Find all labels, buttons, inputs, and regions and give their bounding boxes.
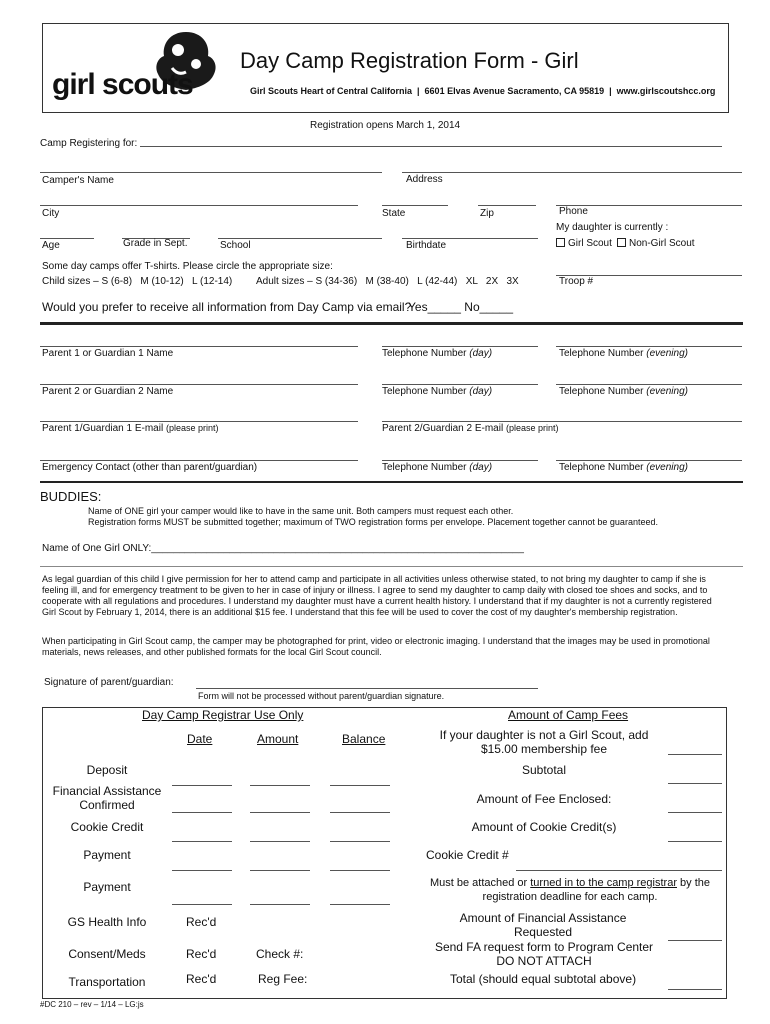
logo-text: girl scouts: [52, 68, 193, 101]
parent1-tel-eve-field[interactable]: [556, 346, 742, 347]
birthdate-field[interactable]: [402, 238, 538, 239]
must-attach-note: Must be attached or turned in to the camp registrar by the registration deadline for each camp.: [429, 877, 711, 903]
grade-label: Grade in Sept.: [123, 238, 188, 249]
cookie-date-field[interactable]: [172, 841, 232, 842]
payment2-date-field[interactable]: [172, 904, 232, 905]
address-label: Address: [406, 174, 443, 185]
parent1-label: Parent 1 or Guardian 1 Name: [42, 348, 174, 359]
parent2-email-field[interactable]: [382, 421, 742, 422]
city-label: City: [42, 208, 60, 219]
payment2-label: Payment: [83, 880, 131, 894]
email-yes-no[interactable]: Yes_____ No_____: [408, 300, 513, 314]
checkbox-icon: [556, 238, 565, 247]
birthdate-label: Birthdate: [406, 240, 447, 251]
gs-health-recd[interactable]: Rec'd: [186, 915, 217, 929]
consent-recd[interactable]: Rec'd: [186, 947, 217, 961]
zip-field[interactable]: [478, 205, 536, 206]
parent1-email-label: Parent 1/Guardian 1 E-mail (please print): [42, 423, 219, 434]
girl-scout-checkbox[interactable]: [556, 238, 612, 249]
buddies-line1: Name of ONE girl your camper would like to have in the same unit. Both campers must request each other.: [88, 506, 514, 516]
consent-label: Consent/Meds: [68, 947, 146, 961]
total-field[interactable]: [668, 989, 722, 990]
fa-amount-label: Amount of Financial Assistance Requested: [459, 911, 627, 939]
do-not-attach: DO NOT ATTACH: [496, 954, 592, 968]
city-field[interactable]: [40, 205, 358, 206]
not-gs-note: If your daughter is not a Girl Scout, add $15.00 membership fee: [439, 728, 649, 756]
divider: [40, 481, 743, 483]
campers-name-label: Camper's Name: [42, 175, 114, 186]
emergency-field[interactable]: [40, 460, 358, 461]
page-title: Day Camp Registration Form - Girl: [240, 48, 579, 73]
parent1-tel-eve-label: Telephone Number (evening): [559, 348, 688, 359]
legal-paragraph-1: As legal guardian of this child I give permission for her to attend camp and participate in all activities unless otherwise stated, to not bring my daughter to camp if she is feeling ill, and for emergency treatment to be given to her in case of injury or illness. I agree to send my daughter to camp daily with closed toe shoes and socks, and to cooperate with all regulations and procedures. I understand my daughter must have a current health history. I understand that if my daughter is not a currently registered Girl Scout by February 1, 2014, there is an additional $15 fee. I understand that this fee will be used to cover the cost of my daughter's membership registration.: [42, 574, 712, 617]
phone-label: Phone: [559, 206, 588, 217]
school-field[interactable]: [218, 238, 382, 239]
parent2-label: Parent 2 or Guardian 2 Name: [42, 386, 174, 397]
cookie-credit-label: Cookie Credit: [70, 820, 144, 834]
my-daughter-label: My daughter is currently :: [556, 222, 669, 233]
emergency-tel-eve-label: Telephone Number (evening): [559, 462, 688, 473]
fa-send-note: Send FA request form to Program Center: [434, 940, 654, 954]
cookie-balance-field[interactable]: [330, 841, 390, 842]
check-number[interactable]: Check #:: [256, 947, 304, 961]
col-amount: Amount: [257, 732, 299, 746]
deposit-date-field[interactable]: [172, 785, 232, 786]
parent1-tel-day-field[interactable]: [382, 346, 538, 347]
col-date: Date: [187, 732, 213, 746]
state-field[interactable]: [382, 205, 448, 206]
total-label: Total (should equal subtotal above): [449, 972, 637, 986]
reg-fee[interactable]: Reg Fee:: [258, 972, 308, 986]
cookie-num-label: Cookie Credit #: [426, 848, 509, 862]
subtotal-field[interactable]: [668, 783, 722, 784]
fin-assist-date-field[interactable]: [172, 812, 232, 813]
parent2-tel-day-field[interactable]: [382, 384, 538, 385]
tshirt-intro: Some day camps offer T-shirts. Please circle the appropriate size:: [42, 261, 333, 272]
parent1-email-field[interactable]: [40, 421, 358, 422]
signature-label: Signature of parent/guardian:: [44, 677, 174, 688]
fee-enclosed-field[interactable]: [668, 812, 722, 813]
payment2-balance-field[interactable]: [330, 904, 390, 905]
parent1-tel-day-label: Telephone Number (day): [382, 348, 493, 359]
payment1-amount-field[interactable]: [250, 870, 310, 871]
fees-heading: Amount of Camp Fees: [508, 708, 629, 722]
registration-opens: Registration opens March 1, 2014: [310, 120, 461, 131]
transport-label: Transportation: [68, 975, 146, 989]
cookie-credits-field[interactable]: [668, 841, 722, 842]
deposit-label: Deposit: [86, 763, 128, 777]
emergency-label: Emergency Contact (other than parent/guardian): [42, 462, 258, 473]
fin-assist-balance-field[interactable]: [330, 812, 390, 813]
fee-enclosed-label: Amount of Fee Enclosed:: [476, 792, 612, 806]
subtotal-label: Subtotal: [521, 763, 567, 777]
girl-scout-label: Girl Scout: [568, 238, 612, 249]
age-label: Age: [42, 240, 60, 251]
gs-health-label: GS Health Info: [67, 915, 147, 929]
parent2-email-label: Parent 2/Guardian 2 E-mail (please print): [382, 423, 559, 434]
cookie-credits-label: Amount of Cookie Credit(s): [471, 820, 617, 834]
emergency-tel-eve-field[interactable]: [556, 460, 742, 461]
emergency-tel-day-label: Telephone Number (day): [382, 462, 493, 473]
registrar-heading: Day Camp Registrar Use Only: [142, 708, 304, 722]
divider: [40, 566, 743, 567]
fa-amount-field[interactable]: [668, 940, 722, 941]
footer-code: #DC 210 – rev – 1/14 – LG:js: [40, 1000, 144, 1009]
campers-name-field[interactable]: [40, 172, 382, 173]
buddies-line2: Registration forms MUST be submitted together; maximum of TWO registration forms per envelope. Placement together cannot be guaranteed.: [88, 517, 658, 527]
parent2-tel-eve-field[interactable]: [556, 384, 742, 385]
troop-label: Troop #: [559, 276, 594, 287]
payment1-label: Payment: [83, 848, 131, 862]
email-preference: Would you prefer to receive all information from Day Camp via email?: [42, 300, 412, 314]
col-balance: Balance: [342, 732, 386, 746]
adult-sizes[interactable]: Adult sizes – S (34-36) M (38-40) L (42-44) XL 2X 3X: [256, 276, 519, 287]
age-field[interactable]: [40, 238, 94, 239]
parent2-field[interactable]: [40, 384, 358, 385]
zip-label: Zip: [480, 208, 494, 219]
state-label: State: [382, 208, 406, 219]
cookie-amount-field[interactable]: [250, 841, 310, 842]
school-label: School: [220, 240, 251, 251]
payment1-balance-field[interactable]: [330, 870, 390, 871]
membership-fee-field[interactable]: [668, 754, 722, 755]
cookie-num-field[interactable]: [516, 870, 722, 871]
deposit-amount-field[interactable]: [250, 785, 310, 786]
legal-paragraph-2: When participating in Girl Scout camp, the camper may be photographed for print, video or electronic imaging. I understand that the images may be used in promotional materials, news releases, and other published formats for the local Girl Scout council.: [42, 636, 710, 657]
signature-field[interactable]: [196, 688, 538, 689]
buddies-heading: BUDDIES:: [40, 489, 102, 504]
checkbox-icon: [617, 238, 626, 247]
org-line: Girl Scouts Heart of Central California | 6601 Elvas Avenue Sacramento, CA 95819 | www.girlscoutshcc.org: [250, 86, 716, 96]
fin-assist-label: Financial Assistance Confirmed: [52, 784, 162, 812]
deposit-balance-field[interactable]: [330, 785, 390, 786]
parent1-field[interactable]: [40, 346, 358, 347]
non-girl-scout-checkbox[interactable]: [617, 238, 695, 249]
not-processed-note: Form will not be processed without parent/guardian signature.: [198, 691, 445, 701]
buddy-name-field[interactable]: Name of One Girl ONLY:___________________________________________________________________: [42, 543, 524, 554]
payment1-date-field[interactable]: [172, 870, 232, 871]
fin-assist-amount-field[interactable]: [250, 812, 310, 813]
address-field[interactable]: [402, 172, 742, 173]
parent2-tel-eve-label: Telephone Number (evening): [559, 386, 688, 397]
non-girl-scout-label: Non-Girl Scout: [629, 238, 695, 249]
emergency-tel-day-field[interactable]: [382, 460, 538, 461]
payment2-amount-field[interactable]: [250, 904, 310, 905]
divider: [40, 322, 743, 325]
camp-registering-field[interactable]: [140, 146, 722, 147]
transport-recd[interactable]: Rec'd: [186, 972, 217, 986]
parent2-tel-day-label: Telephone Number (day): [382, 386, 493, 397]
camp-registering-label: Camp Registering for:: [40, 138, 138, 149]
child-sizes[interactable]: Child sizes – S (6-8) M (10-12) L (12-14): [42, 276, 233, 287]
